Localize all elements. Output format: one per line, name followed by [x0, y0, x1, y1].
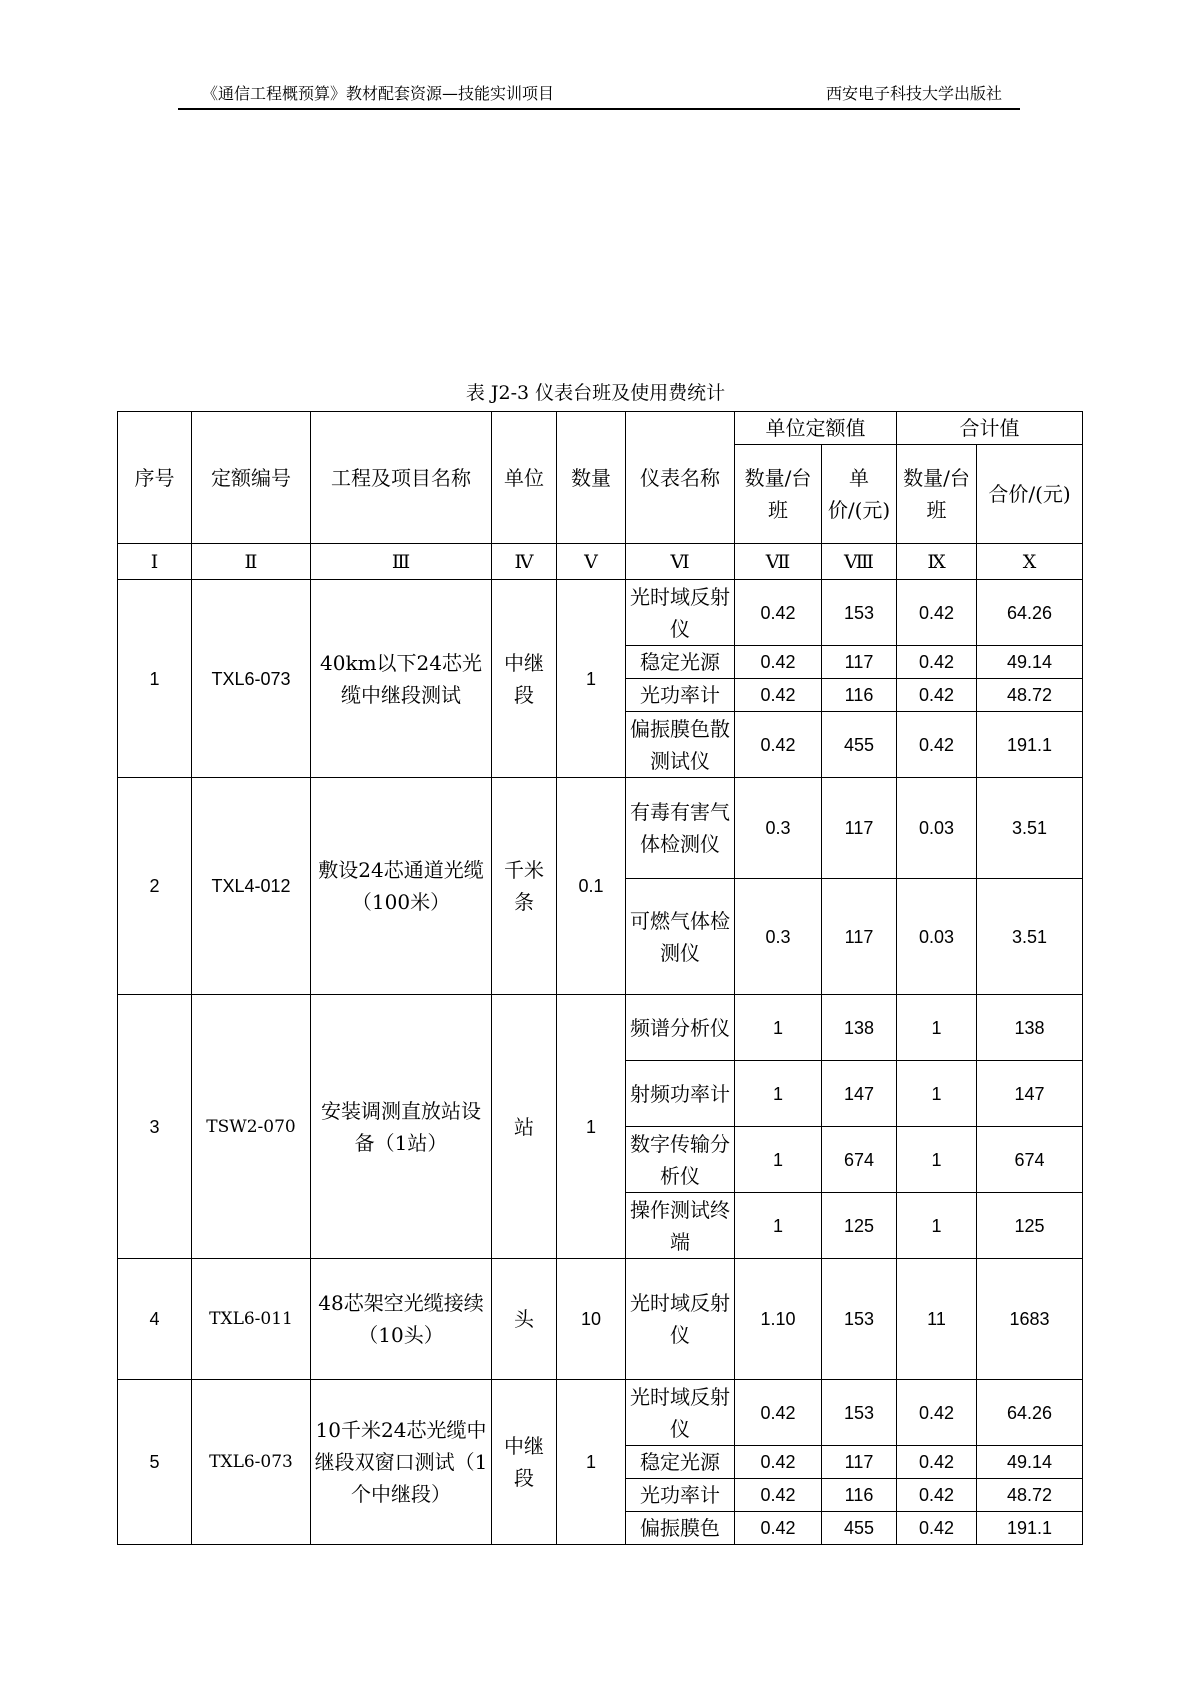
- unit-price-cell: 125: [822, 1193, 897, 1259]
- total-qty-cell: 0.42: [897, 1380, 977, 1446]
- instrument-name-cell: 光时域反射仪: [626, 580, 735, 646]
- total-price-cell: 3.51: [977, 879, 1083, 995]
- table-row: [118, 995, 1083, 1061]
- total-qty-cell: 11: [897, 1259, 977, 1380]
- quota-code-cell: TXL6-073: [192, 580, 311, 778]
- total-price-cell: 3.51: [977, 778, 1083, 879]
- seq-cell: 4: [118, 1259, 192, 1380]
- instrument-name-cell: 稳定光源: [626, 646, 735, 679]
- header-total-price: 合价/(元): [977, 445, 1083, 544]
- total-qty-cell: 1: [897, 1193, 977, 1259]
- unit-price-cell: 117: [822, 879, 897, 995]
- total-price-cell: 48.72: [977, 679, 1083, 712]
- project-name-cell: 敷设24芯通道光缆（100米）: [311, 778, 492, 995]
- unit-cell: 站: [492, 995, 557, 1259]
- header-unit: 单位: [492, 412, 557, 544]
- roman-col-5: Ⅴ: [557, 544, 626, 580]
- instrument-name-cell: 频谱分析仪: [626, 995, 735, 1061]
- total-qty-cell: 1: [897, 995, 977, 1061]
- unit-price-cell: 117: [822, 646, 897, 679]
- header-left-text: 《通信工程概预算》教材配套资源—技能实训项目: [202, 84, 555, 103]
- total-price-cell: 191.1: [977, 712, 1083, 778]
- project-name-cell: 10千米24芯光缆中继段双窗口测试（1个中继段）: [311, 1380, 492, 1545]
- unit-cell: 头: [492, 1259, 557, 1380]
- project-name-cell: 安装调测直放站设备（1站）: [311, 995, 492, 1259]
- total-price-cell: 138: [977, 995, 1083, 1061]
- seq-cell: 5: [118, 1380, 192, 1545]
- instrument-name-cell: 光功率计: [626, 679, 735, 712]
- total-qty-cell: 0.42: [897, 712, 977, 778]
- unit-cell: 千米条: [492, 778, 557, 995]
- quantity-cell: 1: [557, 995, 626, 1259]
- instrument-name-cell: 数字传输分析仪: [626, 1127, 735, 1193]
- total-price-cell: 49.14: [977, 646, 1083, 679]
- total-price-cell: 1683: [977, 1259, 1083, 1380]
- project-name-cell: 48芯架空光缆接续（10头）: [311, 1259, 492, 1380]
- project-name-cell: 40km以下24芯光缆中继段测试: [311, 580, 492, 778]
- unit-qty-cell: 0.3: [735, 778, 822, 879]
- total-qty-cell: 1: [897, 1061, 977, 1127]
- total-qty-cell: 0.42: [897, 1446, 977, 1479]
- roman-col-2: Ⅱ: [192, 544, 311, 580]
- unit-price-cell: 147: [822, 1061, 897, 1127]
- table-body: [118, 580, 1083, 1545]
- unit-price-cell: 116: [822, 679, 897, 712]
- unit-qty-cell: 0.42: [735, 1380, 822, 1446]
- quantity-cell: 0.1: [557, 778, 626, 995]
- page-header: [178, 84, 1020, 110]
- unit-qty-cell: 1: [735, 1127, 822, 1193]
- instrument-name-cell: 偏振膜色散测试仪: [626, 712, 735, 778]
- instrument-name-cell: 光时域反射仪: [626, 1259, 735, 1380]
- roman-col-9: Ⅸ: [897, 544, 977, 580]
- quota-code-cell: TXL6-011: [192, 1259, 311, 1380]
- quantity-cell: 1: [557, 1380, 626, 1545]
- unit-qty-cell: 1: [735, 995, 822, 1061]
- unit-price-cell: 455: [822, 1512, 897, 1545]
- roman-col-8: Ⅷ: [822, 544, 897, 580]
- unit-price-cell: 117: [822, 1446, 897, 1479]
- total-price-cell: 48.72: [977, 1479, 1083, 1512]
- unit-price-cell: 153: [822, 1259, 897, 1380]
- total-qty-cell: 0.42: [897, 646, 977, 679]
- total-price-cell: 125: [977, 1193, 1083, 1259]
- total-price-cell: 64.26: [977, 1380, 1083, 1446]
- unit-qty-cell: 0.42: [735, 646, 822, 679]
- table-row: [118, 1380, 1083, 1446]
- unit-price-cell: 674: [822, 1127, 897, 1193]
- instrument-name-cell: 操作测试终端: [626, 1193, 735, 1259]
- unit-cell: 中继段: [492, 1380, 557, 1545]
- header-seq: 序号: [118, 412, 192, 544]
- instrument-name-cell: 光功率计: [626, 1479, 735, 1512]
- header-unit-qty: 数量/台班: [735, 445, 822, 544]
- header-unit-quota-group: 单位定额值: [735, 412, 897, 445]
- instrument-name-cell: 偏振膜色: [626, 1512, 735, 1545]
- instrument-name-cell: 射频功率计: [626, 1061, 735, 1127]
- total-qty-cell: 0.03: [897, 778, 977, 879]
- total-qty-cell: 0.42: [897, 679, 977, 712]
- unit-qty-cell: 0.42: [735, 1512, 822, 1545]
- roman-numeral-row: [118, 544, 1083, 580]
- seq-cell: 1: [118, 580, 192, 778]
- table-caption: 表 J2-3 仪表台班及使用费统计: [465, 382, 726, 404]
- unit-price-cell: 153: [822, 1380, 897, 1446]
- table-row: [118, 580, 1083, 646]
- unit-qty-cell: 0.42: [735, 1479, 822, 1512]
- table-row: [118, 778, 1083, 879]
- roman-col-6: Ⅵ: [626, 544, 735, 580]
- total-price-cell: 49.14: [977, 1446, 1083, 1479]
- table-row: [118, 1259, 1083, 1380]
- seq-cell: 2: [118, 778, 192, 995]
- unit-qty-cell: 0.42: [735, 580, 822, 646]
- quota-code-cell: TXL6-073: [192, 1380, 311, 1545]
- header-unit-price: 单价/(元): [822, 445, 897, 544]
- roman-col-10: Ⅹ: [977, 544, 1083, 580]
- unit-qty-cell: 0.3: [735, 879, 822, 995]
- total-qty-cell: 0.42: [897, 580, 977, 646]
- roman-col-4: Ⅳ: [492, 544, 557, 580]
- total-price-cell: 191.1: [977, 1512, 1083, 1545]
- total-qty-cell: 0.42: [897, 1512, 977, 1545]
- unit-qty-cell: 0.42: [735, 679, 822, 712]
- quantity-cell: 10: [557, 1259, 626, 1380]
- header-instrument: 仪表名称: [626, 412, 735, 544]
- header-project-name: 工程及项目名称: [311, 412, 492, 544]
- header-total-group: 合计值: [897, 412, 1083, 445]
- header-quantity: 数量: [557, 412, 626, 544]
- unit-price-cell: 153: [822, 580, 897, 646]
- unit-cell: 中继段: [492, 580, 557, 778]
- instrument-name-cell: 可燃气体检测仪: [626, 879, 735, 995]
- unit-qty-cell: 1.10: [735, 1259, 822, 1380]
- seq-cell: 3: [118, 995, 192, 1259]
- unit-qty-cell: 0.42: [735, 1446, 822, 1479]
- total-qty-cell: 0.42: [897, 1479, 977, 1512]
- total-price-cell: 674: [977, 1127, 1083, 1193]
- quota-code-cell: TXL4-012: [192, 778, 311, 995]
- unit-price-cell: 116: [822, 1479, 897, 1512]
- instrument-name-cell: 光时域反射仪: [626, 1380, 735, 1446]
- instrument-name-cell: 有毒有害气体检测仪: [626, 778, 735, 879]
- unit-qty-cell: 0.42: [735, 712, 822, 778]
- unit-qty-cell: 1: [735, 1061, 822, 1127]
- header-total-qty: 数量/台班: [897, 445, 977, 544]
- instrument-usage-table: [117, 411, 1083, 1545]
- total-qty-cell: 1: [897, 1127, 977, 1193]
- unit-price-cell: 138: [822, 995, 897, 1061]
- header-right-text: 西安电子科技大学出版社: [825, 84, 1002, 103]
- total-price-cell: 64.26: [977, 580, 1083, 646]
- instrument-name-cell: 稳定光源: [626, 1446, 735, 1479]
- unit-price-cell: 117: [822, 778, 897, 879]
- roman-col-1: Ⅰ: [118, 544, 192, 580]
- roman-col-7: Ⅶ: [735, 544, 822, 580]
- roman-col-3: Ⅲ: [311, 544, 492, 580]
- unit-price-cell: 455: [822, 712, 897, 778]
- unit-qty-cell: 1: [735, 1193, 822, 1259]
- quota-code-cell: TSW2-070: [192, 995, 311, 1259]
- quantity-cell: 1: [557, 580, 626, 778]
- header-quota-code: 定额编号: [192, 412, 311, 544]
- total-qty-cell: 0.03: [897, 879, 977, 995]
- total-price-cell: 147: [977, 1061, 1083, 1127]
